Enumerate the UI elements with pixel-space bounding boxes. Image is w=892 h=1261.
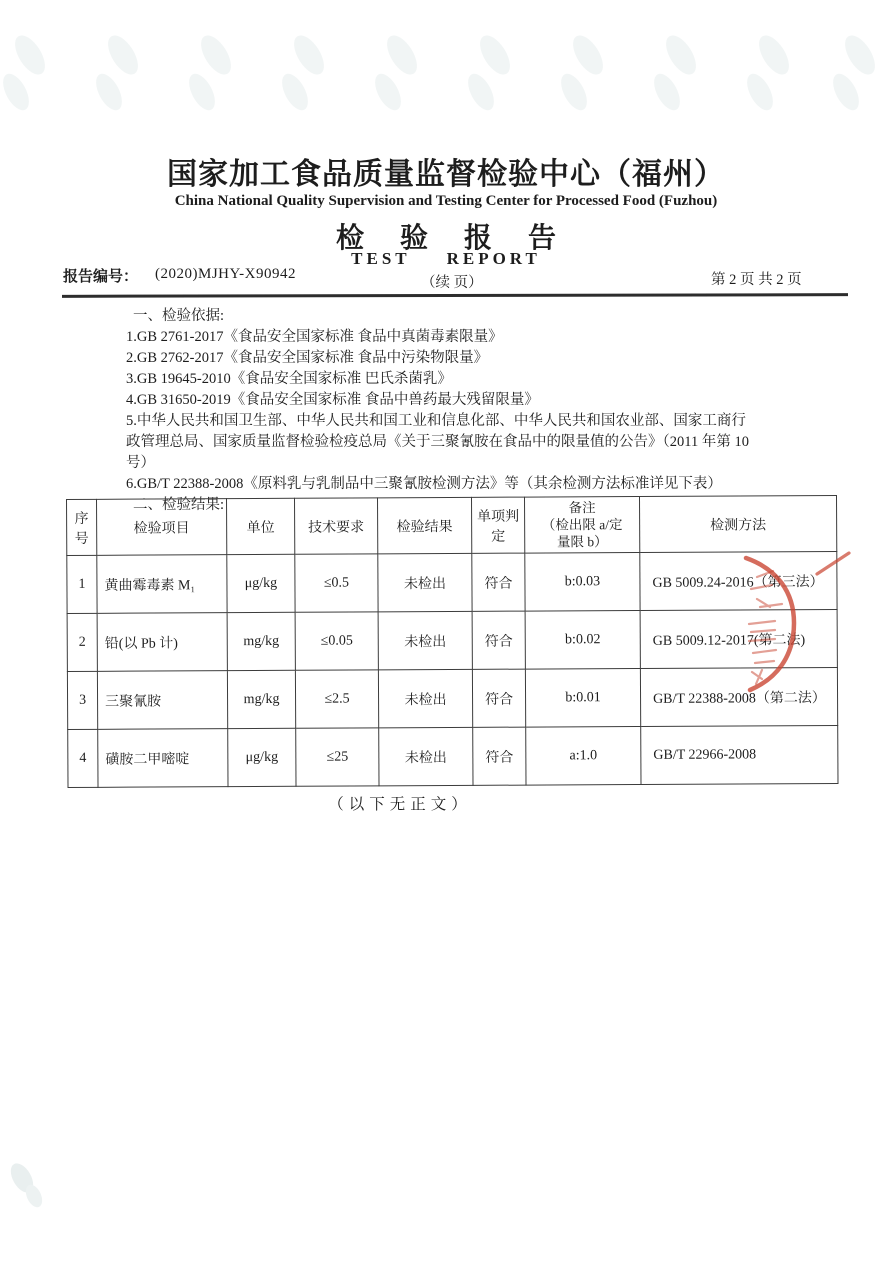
cell-remark: a:1.0 <box>526 726 641 785</box>
table-row <box>67 551 837 613</box>
table-row <box>68 725 838 787</box>
basis-heading: 一、检验依据: <box>133 308 225 324</box>
cell-judgement: 符合 <box>472 669 525 727</box>
cell-judgement: 符合 <box>472 611 525 669</box>
cell-method: GB/T 22388-2008（第二法） <box>640 667 837 726</box>
inspection-basis-section <box>126 306 846 516</box>
cell-result: 未检出 <box>378 611 472 669</box>
cell-item: 铅(以 Pb 计) <box>97 613 227 672</box>
cell-no: 4 <box>68 729 98 787</box>
table-row <box>67 667 837 729</box>
header-divider <box>62 293 848 298</box>
col-header-method: 检测方法 <box>639 495 836 552</box>
cell-item: 黄曲霉毒素 M₁ <box>97 555 227 614</box>
col-header-unit: 单位 <box>227 498 295 554</box>
cell-item: 三聚氰胺 <box>97 671 227 730</box>
cell-method: GB 5009.24-2016（第三法） <box>640 551 837 610</box>
cell-judgement: 符合 <box>473 727 526 785</box>
col-header-requirement: 技术要求 <box>294 498 377 554</box>
end-of-text-note: （以下无正文） <box>328 796 472 813</box>
cell-requirement: ≤0.5 <box>295 554 378 612</box>
report-no-label: 报告编号： <box>63 269 139 285</box>
basis-line: 号） <box>126 455 155 471</box>
cell-unit: mg/kg <box>227 612 295 670</box>
basis-line: 1.GB 2761-2017《食品安全国家标准 食品中真菌毒素限量》 <box>126 329 503 345</box>
page-indicator: 第 2 页 共 2 页 <box>711 272 802 288</box>
cell-no: 3 <box>67 671 97 729</box>
cell-unit: mg/kg <box>227 670 295 728</box>
doc-title-cn: 检验报告 <box>335 223 592 254</box>
cell-result: 未检出 <box>378 669 472 727</box>
basis-line: 2.GB 2762-2017《食品安全国家标准 食品中污染物限量》 <box>126 350 489 366</box>
cell-unit: μg/kg <box>228 728 296 786</box>
table-row <box>67 609 837 671</box>
continuation-page-note: （续 页） <box>421 275 483 291</box>
results-heading: 二、检验结果: <box>133 497 225 513</box>
cell-requirement: ≤25 <box>296 728 379 786</box>
col-header-judgement: 单项判定 <box>471 497 524 553</box>
doc-title-en: TEST REPORT <box>351 249 541 268</box>
report-no-value: (2020)MJHY-X90942 <box>155 266 296 282</box>
col-header-no: 序号 <box>67 499 97 555</box>
org-name-cn: 国家加工食品质量监督检验中心（福州） <box>167 158 725 191</box>
cell-remark: b:0.01 <box>525 668 640 727</box>
org-name-en: China National Quality Supervision and Testing Center for Processed Food (Fuzhou) <box>174 193 718 209</box>
col-header-remark: 备注 （检出限 a/定 量限 b） <box>524 496 639 553</box>
basis-line: 政管理总局、国家质量监督检验检疫总局《关于三聚氰胺在食品中的限量值的公告》（2011 年第 10 <box>126 434 749 450</box>
test-results-table <box>66 495 839 788</box>
cell-result: 未检出 <box>378 553 472 611</box>
cell-method: GB/T 22966-2008 <box>641 725 838 784</box>
basis-line: 4.GB 31650-2019《食品安全国家标准 食品中兽药最大残留限量》 <box>126 392 539 408</box>
cell-requirement: ≤0.05 <box>295 612 378 670</box>
cell-remark: b:0.02 <box>525 610 640 669</box>
basis-line: 3.GB 19645-2010《食品安全国家标准 巴氏杀菌乳》 <box>126 371 452 387</box>
basis-line: 5.中华人民共和国卫生部、中华人民共和国工业和信息化部、中华人民共和国农业部、国家工商行 <box>126 413 746 429</box>
cell-method: GB 5009.12-2017(第二法) <box>640 609 837 668</box>
cell-no: 2 <box>67 613 97 671</box>
cell-result: 未检出 <box>379 727 473 785</box>
cell-requirement: ≤2.5 <box>295 670 378 728</box>
cell-item: 磺胺二甲嘧啶 <box>98 729 228 788</box>
cell-judgement: 符合 <box>472 553 525 611</box>
cell-unit: μg/kg <box>227 554 295 612</box>
table-header-row <box>67 495 837 555</box>
col-header-result: 检验结果 <box>377 497 471 553</box>
cell-remark: b:0.03 <box>525 552 640 611</box>
cell-no: 1 <box>67 555 97 613</box>
col-header-item: 检验项目 <box>97 499 227 556</box>
basis-line: 6.GB/T 22388-2008《原料乳与乳制品中三聚氰胺检测方法》等（其余检测方法标准详见下表） <box>126 476 722 492</box>
